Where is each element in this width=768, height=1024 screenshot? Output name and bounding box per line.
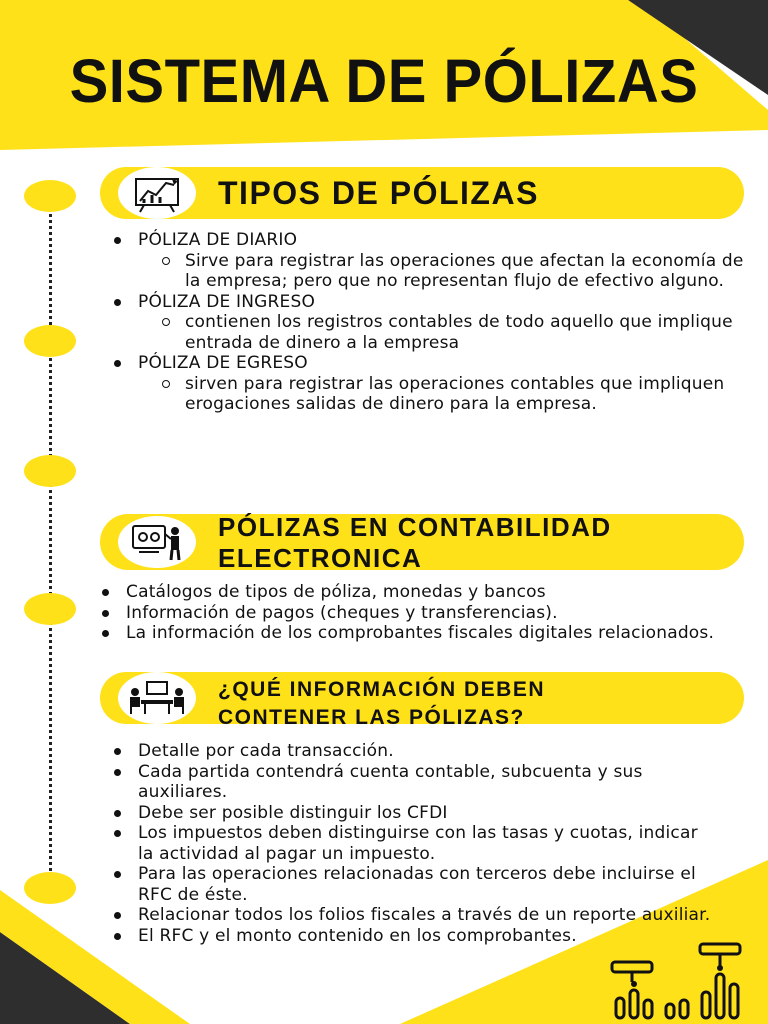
sublist	[160, 312, 752, 353]
presenter-icon	[118, 516, 196, 568]
list-item: Cada partida contendrá cuenta contable, subcuenta y sus auxiliares.	[112, 762, 712, 803]
list-item	[112, 292, 752, 354]
item-label: PÓLIZA DE EGRESO	[138, 353, 308, 373]
list-item: Detalle por cada transacción.	[112, 741, 712, 762]
timeline-dot-1	[24, 180, 76, 212]
timeline-dot-2	[24, 325, 76, 357]
list-item: Catálogos de tipos de póliza, monedas y bancos	[100, 582, 768, 603]
section3-header	[100, 672, 744, 729]
section2-list	[100, 582, 768, 644]
section3-list	[112, 741, 712, 946]
section3-heading-line1: ¿QUÉ INFORMACIÓN DEBEN	[218, 678, 545, 701]
sub-item: Sirve para registrar las operaciones que afectan la economía de la empresa; pero que no representan flujo de efectivo alguno.	[160, 251, 752, 292]
chart-presentation-icon	[118, 167, 196, 219]
list-item: Los impuestos deben distinguirse con las tasas y cuotas, indicar la actividad al pagar un impuesto.	[112, 823, 712, 864]
list-item: El RFC y el monto contenido en los comprobantes.	[112, 926, 712, 947]
list-item: Información de pagos (cheques y transferencias).	[100, 603, 768, 624]
section2-heading-line2: ELECTRONICA	[218, 543, 423, 573]
list-item: Debe ser posible distinguir los CFDI	[112, 803, 712, 824]
meeting-icon	[118, 672, 196, 724]
section1-header	[100, 167, 744, 219]
timeline-line	[49, 195, 52, 895]
section1-list	[112, 230, 752, 415]
list-item: La información de los comprobantes fiscales digitales relacionados.	[100, 623, 768, 644]
sublist	[160, 251, 752, 292]
section1-heading: TIPOS DE PÓLIZAS	[218, 175, 539, 211]
section2-heading-line1: PÓLIZAS EN CONTABILIDAD	[218, 512, 612, 542]
sub-item: contienen los registros contables de todo aquello que implique entrada de dinero a la empresa	[160, 312, 752, 353]
timeline-dot-4	[24, 593, 76, 625]
list-item	[112, 230, 752, 292]
list-item: Para las operaciones relacionadas con terceros debe incluirse el RFC de éste.	[112, 864, 712, 905]
section2-header	[100, 512, 744, 573]
sublist	[160, 374, 752, 415]
item-label: PÓLIZA DE INGRESO	[138, 291, 316, 312]
sub-item: sirven para registrar las operaciones contables que impliquen erogaciones salidas de dinero para la empresa.	[160, 374, 752, 415]
list-item	[112, 353, 752, 415]
page-title: SISTEMA DE PÓLIZAS	[69, 47, 699, 116]
item-label: PÓLIZA DE DIARIO	[138, 230, 298, 250]
timeline-dot-3	[24, 455, 76, 487]
section3-heading-line2: CONTENER LAS PÓLIZAS?	[218, 706, 525, 729]
bar-chart-people-icon	[608, 938, 744, 1020]
timeline-dot-5	[24, 872, 76, 904]
list-item: Relacionar todos los folios fiscales a través de un reporte auxiliar.	[112, 905, 712, 926]
